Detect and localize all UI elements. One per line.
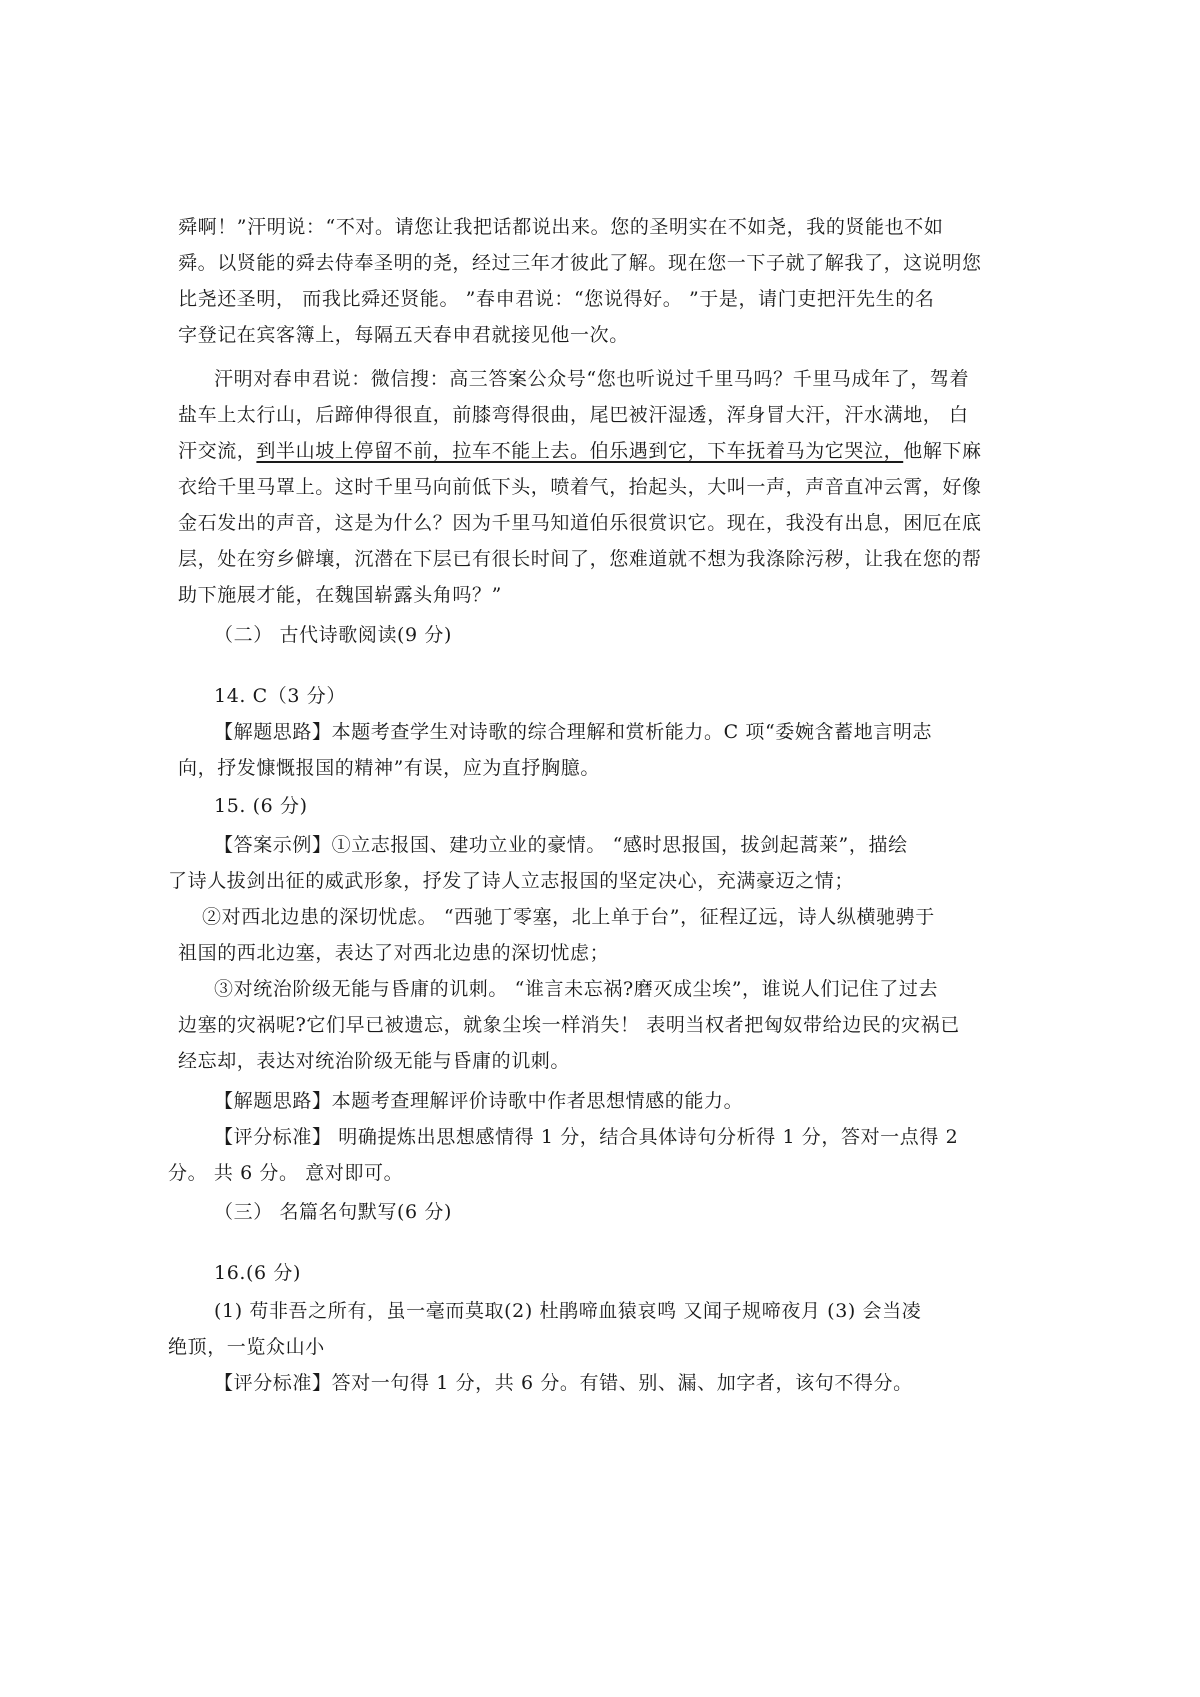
answer-line: 【答案示例】①立志报国、建功立业的豪情。 “感时思报国，拔剑起蒿莱”，描绘 bbox=[214, 834, 908, 856]
section-heading: （二） 古代诗歌阅读(9 分) bbox=[214, 624, 452, 646]
passage-line: 舜啊！”汗明说：“不对。请您让我把话都说出来。您的圣明实在不如尧，我的贤能也不如 bbox=[178, 216, 944, 238]
answer-line: 祖国的西北边塞，表达了对西北边患的深切忧虑； bbox=[178, 942, 610, 964]
scoring-line: 【评分标准】答对一句得 1 分，共 6 分。有错、别、漏、加字者，该句不得分。 bbox=[214, 1372, 913, 1394]
passage-line: 金石发出的声音，这是为什么？因为千里马知道伯乐很赏识它。现在，我没有出息，困厄在底 bbox=[178, 512, 982, 534]
passage-text: 汗交流， bbox=[178, 440, 257, 462]
scoring-line: 【评分标准】 明确提炼出思想感情得 1 分，结合具体诗句分析得 1 分，答对一点得 2 bbox=[214, 1126, 959, 1148]
analysis-line: 向，抒发慷慨报国的精神”有误，应为直抒胸臆。 bbox=[178, 757, 600, 779]
passage-line: 比尧还圣明， 而我比舜还贤能。 ”春申君说：“您说得好。 ”于是，请门吏把汗先生的名 bbox=[178, 288, 935, 310]
passage-line: 舜。以贤能的舜去侍奉圣明的尧，经过三年才彼此了解。现在您一下子就了解我了，这说明您 bbox=[178, 252, 982, 274]
answer-line: 了诗人拔剑出征的威武形象，抒发了诗人立志报国的坚定决心，充满豪迈之情； bbox=[168, 870, 855, 892]
passage-line: 汗明对春申君说：微信搜：高三答案公众号“您也听说过千里马吗？千里马成年了，驾着 bbox=[214, 368, 970, 390]
answer-line: 绝顶，一览众山小 bbox=[168, 1336, 325, 1358]
answer-line: ③对统治阶级无能与昏庸的讥刺。 “谁言未忘祸?磨灭成尘埃”，谁说人们记住了过去 bbox=[214, 978, 939, 1000]
passage-text: 他解下麻 bbox=[903, 440, 982, 462]
passage-line: 层，处在穷乡僻壤，沉潜在下层已有很长时间了，您难道就不想为我涤除污秽，让我在您的帮 bbox=[178, 548, 982, 570]
question-answer: 14. C（3 分） bbox=[214, 685, 346, 707]
passage-line: 衣给千里马罩上。这时千里马向前低下头，喷着气，抬起头，大叫一声，声音直冲云霄，好像 bbox=[178, 476, 982, 498]
section-heading: （三） 名篇名句默写(6 分) bbox=[214, 1201, 452, 1223]
question-answer: 16.(6 分) bbox=[214, 1262, 301, 1284]
answer-line: 边塞的灾祸呢?它们早已被遗忘，就象尘埃一样消失！ 表明当权者把匈奴带给边民的灾祸已 bbox=[178, 1014, 960, 1036]
question-answer: 15. (6 分) bbox=[214, 795, 308, 817]
answer-line: ②对西北边患的深切忧虑。 “西驰丁零塞，北上单于台”，征程辽远，诗人纵横驰骋于 bbox=[202, 906, 935, 928]
answer-line: (1) 苟非吾之所有，虽一毫而莫取(2) 杜鹃啼血猿哀鸣 又闻子规啼夜月 (3) 会当凌 bbox=[214, 1300, 922, 1322]
answer-line: 经忘却，表达对统治阶级无能与昏庸的讥刺。 bbox=[178, 1050, 571, 1072]
underlined-sentence: 到半山坡上停留不前，拉车不能上去。伯乐遇到它，下车抚着马为它哭泣， bbox=[256, 440, 904, 462]
analysis-line: 【解题思路】本题考查学生对诗歌的综合理解和赏析能力。C 项“委婉含蓄地言明志 bbox=[214, 721, 933, 743]
analysis-line: 【解题思路】本题考查理解评价诗歌中作者思想情感的能力。 bbox=[214, 1090, 744, 1112]
passage-line: 字登记在宾客簿上，每隔五天春申君就接见他一次。 bbox=[178, 324, 629, 346]
scoring-line: 分。 共 6 分。 意对即可。 bbox=[168, 1162, 404, 1184]
passage-line-with-underline bbox=[178, 438, 982, 464]
passage-line: 盐车上太行山，后蹄伸得很直，前膝弯得很曲，尾巴被汗湿透，浑身冒大汗，汗水满地， 白 bbox=[178, 404, 969, 426]
passage-line: 助下施展才能，在魏国崭露头角吗？” bbox=[178, 584, 502, 606]
